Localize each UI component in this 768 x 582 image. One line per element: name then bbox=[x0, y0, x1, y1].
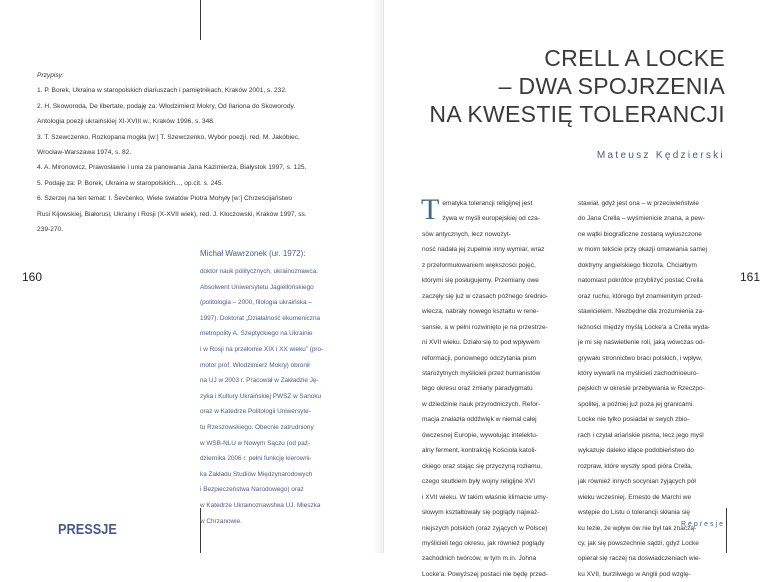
footnotes-heading: Przypisy: bbox=[37, 72, 64, 79]
bio-line: metropolity A. Szeptyckiego na Ukrainie bbox=[200, 330, 313, 338]
body-line: rozpraw, które wyszły spod pióra Crella, bbox=[578, 462, 693, 470]
footnotes bbox=[37, 68, 357, 237]
body-line: zaczęły się już w czasach późnego średnio- bbox=[422, 292, 549, 300]
body-line: czego skutkiem były wojny religijne XVI bbox=[422, 478, 536, 486]
body-line: natomiast pokrótce przybliżyć postać Crella bbox=[578, 277, 703, 285]
bio-line: (politologia – 2000, filologia ukraińska – bbox=[200, 299, 312, 307]
bio-line: i w Rosji na przełomie XIX i XX wieku” (pro- bbox=[200, 345, 324, 353]
body-line: niejszych polskich (oraz żyjących w Polsce) bbox=[422, 524, 548, 532]
bio-line: w Katedrze Ukrainoznawstwa UJ. Mieszka bbox=[200, 501, 321, 509]
body-line: sansie, a w pełni rozwinięto je na przestrze- bbox=[422, 323, 548, 331]
bio-line: na UJ w 2003 r. Pracował w Zakładzie Ję- bbox=[200, 377, 319, 385]
article-title bbox=[420, 44, 725, 128]
body-line: doktryny angielskiego filozofa. Chciałbym bbox=[578, 261, 697, 269]
body-line: który wywarli na myślicieli zachodnioeuro- bbox=[578, 369, 699, 377]
body-line: żywa w myśli europejskiej od cza- bbox=[442, 215, 540, 223]
bio-line: motor prof. Włodzimierz Mokry) obronił bbox=[200, 361, 310, 369]
title-line-3: NA KWESTIĘ TOLERANCJI bbox=[429, 101, 725, 127]
left-vertical-rule-top bbox=[200, 0, 201, 40]
body-line: starożytnych myślicieli przez humanistów bbox=[422, 369, 541, 377]
body-line: ematyka tolerancji religijnej jest bbox=[442, 200, 533, 207]
body-line: stawicielem. Niezbędne dla zrozumienia za- bbox=[578, 308, 705, 316]
bio-name: Michał Wawrzonek (ur. 1972): bbox=[200, 249, 306, 258]
body-line: którymi się posługujemy. Przemiany owe bbox=[422, 277, 539, 285]
left-page bbox=[0, 0, 384, 553]
footnote-line: 4. A. Mironowicz, Prawosławie i unia za panowania Jana Kazimierza, Białystok 1997, s. 125. bbox=[37, 164, 307, 172]
body-line: w dziedzinie nauk przyrodniczych. Refor- bbox=[422, 400, 541, 408]
bio-line: dziernika 2006 r. pełni funkcję kierowni- bbox=[200, 455, 312, 463]
bio-line: Absolwent Uniwersytetu Jagiellońskiego bbox=[200, 283, 314, 291]
body-line: ne wątki biograficzne zostaną wyłuszczone bbox=[578, 230, 702, 238]
footnote-line: 1. P. Borek, Ukraina w staropolskich diariuszach i pamiętnikach, Kraków 2001, s. 232. bbox=[37, 87, 287, 95]
bio-line: oraz w Katedrze Politologii Uniwersyte- bbox=[200, 408, 311, 416]
title-line-2: – DWA SPOJRZENIA bbox=[498, 73, 725, 99]
body-line: wykazuje daleko idące podobieństwo do bbox=[578, 447, 694, 455]
body-line: jak również innych socynian żyjących pół bbox=[578, 478, 696, 486]
body-line: sów antycznych, lecz nowożyt- bbox=[422, 230, 511, 238]
column-1-text bbox=[421, 193, 567, 582]
footnote-line: Antologia poezji ukraińskiej XI-XVIII w., Kraków 1996, s. 348. bbox=[37, 118, 215, 126]
body-line: spolitej, a później już poza jej granicami. bbox=[578, 400, 694, 408]
body-line: oraz ruchu, którego był znamienitym przed- bbox=[578, 292, 703, 300]
body-line: tego okresu oraz zmiany paradygmatu bbox=[422, 385, 533, 393]
body-line: reformacji, ponownego odczytania pism bbox=[422, 354, 537, 362]
body-line: do Jana Crella – wyśmienicie znana, a pew- bbox=[578, 215, 705, 223]
body-line: z przeformułowaniem większości pojęć, bbox=[422, 261, 536, 269]
body-line: ni XVII wieku. Działo się to pod wpływem bbox=[422, 339, 540, 347]
body-line: słowym kształtowały się poglądy najważ- bbox=[422, 509, 540, 517]
footnote-line: 5. Podaję za: P. Borek, Ukraina w staropolskich..., op.cit. s. 245. bbox=[37, 179, 224, 187]
body-line: zachodnich twórców, w tym m.in. Johna bbox=[422, 555, 537, 563]
bio-line: ka Zakładu Studiów Międzynarodowych bbox=[200, 470, 313, 478]
footnote-line: 2. H. Skoworoda, De libertate, podaję za: Włodzimierz Mokry, Od Ilariona do Skoworody. bbox=[37, 102, 296, 110]
body-line: i XVII wieku. W takim właśnie klimacie umy- bbox=[422, 493, 549, 501]
article-author: Mateusz Kędzierski bbox=[596, 150, 725, 161]
bio-line: zyka i Kultury Ukraińskiej PWSZ w Sanoku bbox=[200, 392, 322, 400]
footnote-line: Wrocław-Warszawa 1974, s. 82. bbox=[37, 149, 132, 157]
page-number-right: 161 bbox=[740, 270, 761, 284]
footnotes-list bbox=[37, 83, 357, 237]
right-vertical-rule-bottom bbox=[726, 508, 727, 553]
bio-line: 1997). Doktorat „Działalność ekumeniczna bbox=[200, 314, 321, 322]
body-column-1 bbox=[421, 193, 567, 582]
section-footer: Represje bbox=[680, 521, 725, 528]
bio-line: doktor nauk politycznych, ukrainoznawca. bbox=[200, 268, 318, 275]
body-line: macja znalazła oddźwięk w niemal całej bbox=[422, 416, 537, 424]
page-number-left: 160 bbox=[22, 270, 43, 284]
body-line: alny ferment, kontrakcję Kościoła katoli- bbox=[422, 447, 537, 455]
body-line: Locke'a. Powyższej postaci nie będę przed- bbox=[422, 570, 548, 578]
body-line: ówczesnej Europie, wywołując intelektu- bbox=[422, 431, 538, 439]
body-line: pejskich w okresie przebywania w Rzeczpo- bbox=[578, 385, 705, 393]
body-line: myślicieli tego okresu, jak również poglądy bbox=[422, 539, 545, 547]
body-line: wieku wcześniej. Ernesto de Marchi we bbox=[578, 493, 692, 501]
footnote-line: 3. T. Szewczenko, Rozkopana mogiła [w:] T. Szewczenko, Wybór poezji, red. M. Jakóbiec, bbox=[37, 133, 300, 141]
bio-line: tu Rzeszowskiego. Obecnie zatrudniony bbox=[200, 423, 314, 431]
bio-text bbox=[200, 264, 370, 529]
bio-line: i Bezpieczeństwa Narodowego) oraz bbox=[200, 486, 304, 494]
body-line: opierał się raczej na doświadczeniach wie- bbox=[578, 555, 701, 563]
body-line: rach i czytał ariańskie pisma, lecz jego myśl bbox=[578, 431, 704, 439]
author-bio bbox=[200, 247, 370, 529]
body-line: Locke nie tylko posiadał w swych zbio- bbox=[578, 416, 690, 424]
body-line: ku tezie, że wpływ ów nie był tak znaczą- bbox=[578, 524, 697, 532]
body-line: w moim tekście przy okazji omawiania samej bbox=[578, 246, 707, 254]
drop-cap: T bbox=[421, 193, 440, 226]
body-line: ność nadała jej zupełnie inny wymiar, wraz bbox=[422, 246, 545, 254]
body-line: grywało stronnictwo braci polskich, i wpływ, bbox=[578, 354, 703, 362]
body-line: wiecza, nabrały nowego kształtu w rene- bbox=[422, 308, 539, 316]
body-line: cy, jak się powszechnie sądzi, gdyż Locke bbox=[578, 539, 699, 547]
body-line: je mi się naświetlenie roli, jaką wówczas od- bbox=[578, 339, 705, 347]
title-line-1: CRELL A LOCKE bbox=[544, 45, 725, 71]
pressje-logo: PRESSJE bbox=[58, 521, 117, 538]
body-line: ckiego oraz stając się przyczyną rozłamu, bbox=[422, 462, 542, 470]
bio-line: w WSB-NLU w Nowym Sączu (od paź- bbox=[200, 439, 311, 447]
bio-line: w Chrzanowie. bbox=[200, 517, 242, 525]
body-line: ku XVII, burzliwego w Anglii pod wzglę- bbox=[578, 570, 691, 578]
footnote-line: Rusi Kijowskiej, Białorusi, Ukrainy i Rosji (X-XVII wiek), red. J. Kłoczowski, Kraków 1997, ss. bbox=[37, 210, 307, 218]
body-line: stawiał, gdyż jest ona – w przeciwieństwie bbox=[578, 200, 700, 207]
body-line: wstępie do Listu o tolerancji skłania się bbox=[578, 509, 691, 517]
footnote-line: 6. Szerzej na ten temat: I. Ševčenko, Wiele światów Piotra Mohyły [w:] Chrześcijaństwo bbox=[37, 195, 293, 203]
body-line: leżności między myślą Locke'a a Crella wyda- bbox=[578, 323, 711, 331]
footnote-line: 239-270. bbox=[37, 226, 64, 234]
